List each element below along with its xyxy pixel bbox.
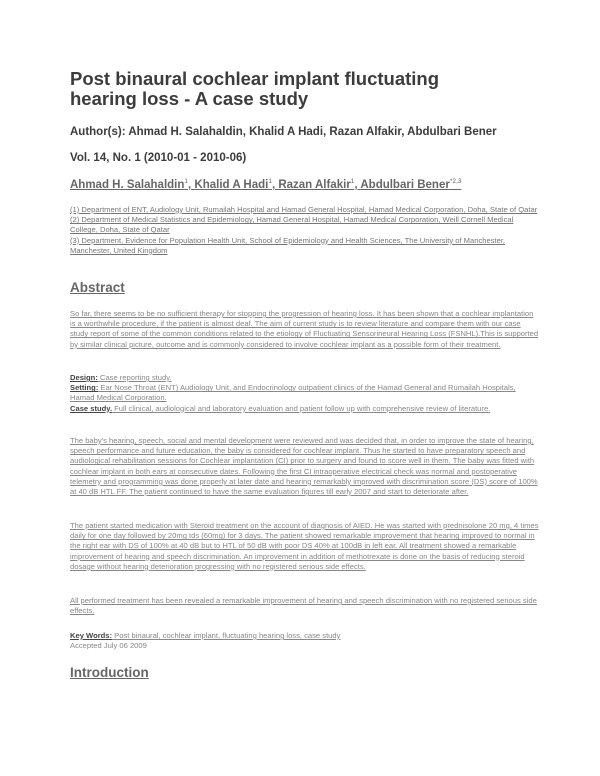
design-label[interactable]: Design: xyxy=(70,373,98,382)
volume-line: Vol. 14, No. 1 (2010-01 - 2010-06) xyxy=(70,152,247,164)
study-design-block xyxy=(70,373,540,414)
article-title: Post binaural cochlear implant fluctuating hearing loss - A case study xyxy=(70,68,440,109)
setting-value[interactable]: Ear Nose Throat (ENT) Audiology Unit, and Endocrinology outpatient clinics of the Hamad General and Rumailah Hospitals, Hamad Medical Corporation. xyxy=(70,383,516,403)
abstract-intro[interactable]: So far, there seems to be no sufficient therapy for stopping the progression of hearing loss. It has been shown that a cochlear implantation is a worthwhile procedure, if the patient is almost deaf. The aim of current study is to review literature and compare them with our case study report of some of the common conditions related to the etiology of Fluctuating Sensorineural Hearing Loss (FSNHL).This is supported by similar clinical picture, outcome and is commonly considered to involve cochlear implant as a possible form of their treatment. xyxy=(70,309,539,349)
case-label[interactable]: Case study. xyxy=(70,403,113,413)
design-line xyxy=(70,373,540,383)
introduction-heading[interactable]: Introduction xyxy=(70,665,149,680)
author-separator: , xyxy=(188,178,195,191)
author-separator: , xyxy=(354,178,361,191)
abstract-paragraph-3[interactable]: All performed treatment has been revealed a remarkable improvement of hearing and speech discrimination with no registered serious side effects. xyxy=(70,596,537,616)
abstract-heading[interactable]: Abstract xyxy=(70,280,125,295)
author-affiliation-mark: 1 xyxy=(350,178,355,185)
abstract-paragraph-1[interactable]: The baby's hearing, speech, social and mental development were reviewed and was decided that, in order to improve the state of hearing, speech performance and future education, the baby is considered for cochlear implant. Thus he started to have preparatory speech and audiological rehabilitation sessions for Cochlear implantation (CI) prior to surgery and found to score well in them. The baby was fitted with cochlear implant in both ears at consecutive dates. Following the first CI intraoperative electrical check was normal and postoperative telemetry and programming was done properly at later date and hearing remarkably improved with discrimination score (DS) score of 100% at 40 dB HTL FF. The patient continued to have the same evaluation figures till early 2007 and start to deteriorate after. xyxy=(70,436,538,497)
affiliation-item[interactable]: (3) Department, Evidence for Population Health Unit, School of Epidemiology and Health Sciences, The University of Manchester, Manchester, United Kingdom xyxy=(70,235,506,255)
author-names xyxy=(70,178,540,191)
keywords-value[interactable]: Post binaural, cochlear implant, fluctuating hearing loss, case study xyxy=(112,631,341,640)
case-line xyxy=(70,404,540,414)
author-name[interactable]: Khalid A Hadi xyxy=(194,178,269,191)
author-separator: , xyxy=(271,178,279,191)
author-affiliation-mark: 1 xyxy=(184,178,189,185)
author-name[interactable]: Abdulbari Bener xyxy=(360,178,450,191)
author-affiliation-mark: 1 xyxy=(268,178,272,185)
abstract-paragraph-2[interactable]: The patient started medication with Steroid treatment on the account of diagnosis of AIED. He was started with prednisolone 20 mg, 4 times daily for one day followed by 20mg tds (60mg) for 3 days. The patient showed remarkable improvement that hearing improved to normal in the right ear with DS of 100% at 40 dB but to HTL of 50 dB with poor DS 40% at 100dB in left ear. All treatment showed a remarkable improvement of hearing and speech discrimination. An improvement in addition of methotrexate is done on the basis of reducing steroid dosage without hearing deterioration progressing with no registered serious side effects. xyxy=(70,521,539,571)
author-name[interactable]: Razan Alfakir xyxy=(278,178,351,191)
affiliation-item[interactable]: (1) Department of ENT, Audiology Unit, Rumailah Hospital and Hamad General Hospital, Hamad Medical Corporation, Doha, State of Qatar xyxy=(70,205,538,214)
affiliations xyxy=(70,205,540,256)
authors-line: Author(s): Ahmad H. Salahaldin, Khalid A Hadi, Razan Alfakir, Abdulbari Bener xyxy=(70,126,497,138)
author-name[interactable]: Ahmad H. Salahaldin xyxy=(70,178,185,191)
case-value[interactable]: Full clinical, audiological and laboratory evaluation and patient follow up with comprehensive review of literature. xyxy=(112,403,491,413)
keywords-block xyxy=(70,631,540,651)
author-affiliation-mark: *2,3 xyxy=(449,178,462,185)
keywords-line xyxy=(70,631,540,641)
setting-label[interactable]: Setting: xyxy=(70,383,99,393)
design-value[interactable]: Case reporting study. xyxy=(97,373,172,382)
accepted-date: Accepted July 06 2009 xyxy=(70,641,147,651)
keywords-label[interactable]: Key Words: xyxy=(70,631,113,640)
affiliation-item[interactable]: (2) Department of Medical Statistics and Epidemiology, Hamad General Hospital, Hamad Medical Corporation, Weill Cornell Medical College, Doha, State of Qatar xyxy=(70,215,514,235)
setting-line xyxy=(70,383,540,403)
